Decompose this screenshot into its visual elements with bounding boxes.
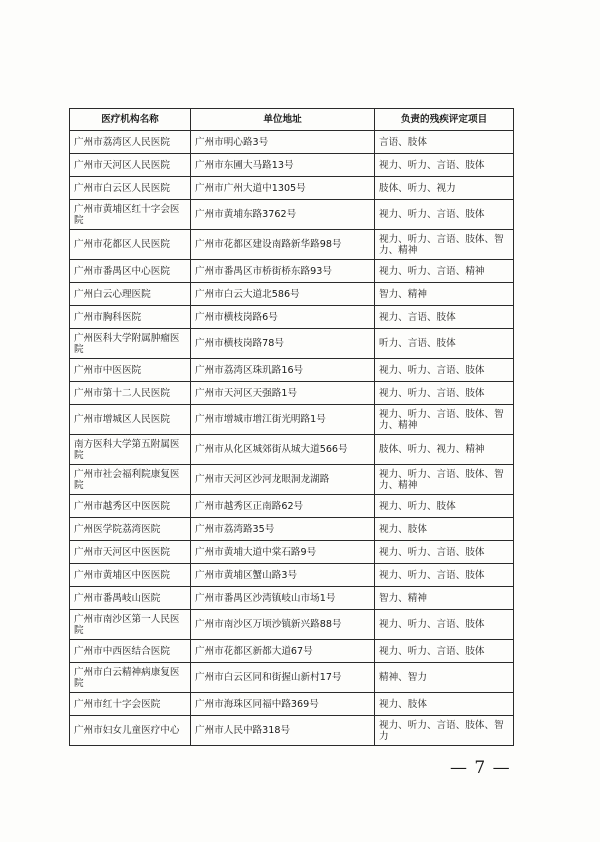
institution-name-cell: 广州市南沙区第一人民医院	[70, 610, 191, 640]
table-row	[70, 359, 514, 382]
table-row	[70, 230, 514, 260]
address-cell: 广州市横枝岗路6号	[191, 306, 375, 329]
institution-name-cell: 广州市中医医院	[70, 359, 191, 382]
address-cell: 广州市人民中路318号	[191, 716, 375, 746]
table-row	[70, 564, 514, 587]
assessment-items-cell: 视力、听力、言语、肢体、智力、精神	[375, 230, 514, 260]
header-institution-name: 医疗机构名称	[70, 109, 191, 131]
assessment-items-cell: 视力、听力、言语、肢体	[375, 359, 514, 382]
assessment-items-cell: 听力、言语、肢体	[375, 329, 514, 359]
assessment-items-cell: 精神、智力	[375, 663, 514, 693]
address-cell: 广州市番禺区市桥街桥东路93号	[191, 260, 375, 283]
table-row	[70, 663, 514, 693]
address-cell: 广州市黄埔大道中棠石路9号	[191, 541, 375, 564]
institution-name-cell: 南方医科大学第五附属医院	[70, 435, 191, 465]
address-cell: 广州市番禺区沙湾镇岐山市场1号	[191, 587, 375, 610]
assessment-items-cell: 视力、肢体	[375, 518, 514, 541]
table-row	[70, 518, 514, 541]
table-row	[70, 131, 514, 154]
assessment-items-cell: 视力、听力、言语、肢体	[375, 541, 514, 564]
institution-name-cell: 广州市白云区人民医院	[70, 177, 191, 200]
table-row	[70, 260, 514, 283]
table-body	[70, 131, 514, 746]
assessment-items-cell: 视力、听力、言语、肢体	[375, 564, 514, 587]
address-cell: 广州市花都区新都大道67号	[191, 640, 375, 663]
institution-name-cell: 广州市白云精神病康复医院	[70, 663, 191, 693]
table-row	[70, 283, 514, 306]
institution-name-cell: 广州市妇女儿童医疗中心	[70, 716, 191, 746]
address-cell: 广州市白云区同和街握山新村17号	[191, 663, 375, 693]
table-row	[70, 541, 514, 564]
table-row	[70, 306, 514, 329]
assessment-items-cell: 视力、言语、肢体	[375, 306, 514, 329]
address-cell: 广州市广州大道中1305号	[191, 177, 375, 200]
institution-name-cell: 广州市天河区人民医院	[70, 154, 191, 177]
address-cell: 广州市南沙区万顷沙镇新兴路88号	[191, 610, 375, 640]
assessment-items-cell: 视力、听力、言语、肢体、智力	[375, 716, 514, 746]
institution-name-cell: 广州市番禺区中心医院	[70, 260, 191, 283]
assessment-items-cell: 视力、听力、言语、肢体	[375, 382, 514, 405]
address-cell: 广州市海珠区同福中路369号	[191, 693, 375, 716]
table-row	[70, 177, 514, 200]
address-cell: 广州市明心路3号	[191, 131, 375, 154]
assessment-items-cell: 视力、听力、言语、肢体、智力、精神	[375, 405, 514, 435]
assessment-items-cell: 智力、精神	[375, 587, 514, 610]
address-cell: 广州市横枝岗路78号	[191, 329, 375, 359]
assessment-items-cell: 视力、听力、言语、肢体	[375, 200, 514, 230]
assessment-items-cell: 视力、肢体	[375, 693, 514, 716]
address-cell: 广州市东圃大马路13号	[191, 154, 375, 177]
institution-name-cell: 广州市番禺岐山医院	[70, 587, 191, 610]
address-cell: 广州市天河区天强路1号	[191, 382, 375, 405]
institution-name-cell: 广州市天河区中医医院	[70, 541, 191, 564]
address-cell: 广州市花都区建设南路新华路98号	[191, 230, 375, 260]
table-row	[70, 610, 514, 640]
institution-name-cell: 广州市社会福利院康复医院	[70, 465, 191, 495]
institution-name-cell: 广州市荔湾区人民医院	[70, 131, 191, 154]
assessment-items-cell: 视力、听力、言语、精神	[375, 260, 514, 283]
institution-name-cell: 广州市黄埔区红十字会医院	[70, 200, 191, 230]
address-cell: 广州市增城市增江街光明路1号	[191, 405, 375, 435]
institution-name-cell: 广州市增城区人民医院	[70, 405, 191, 435]
institution-name-cell: 广州市越秀区中医医院	[70, 495, 191, 518]
assessment-items-cell: 视力、听力、言语、肢体	[375, 610, 514, 640]
table-row	[70, 154, 514, 177]
institution-name-cell: 广州市中西医结合医院	[70, 640, 191, 663]
table-header-row	[70, 109, 514, 131]
institution-name-cell: 广州市黄埔区中医医院	[70, 564, 191, 587]
assessment-items-cell: 智力、精神	[375, 283, 514, 306]
institution-name-cell: 广州市胸科医院	[70, 306, 191, 329]
assessment-items-cell: 视力、听力、言语、肢体	[375, 640, 514, 663]
table-row	[70, 465, 514, 495]
assessment-items-cell: 视力、听力、言语、肢体	[375, 154, 514, 177]
address-cell: 广州市荔湾区珠玑路16号	[191, 359, 375, 382]
address-cell: 广州市黄埔区蟹山路3号	[191, 564, 375, 587]
address-cell: 广州市越秀区正南路62号	[191, 495, 375, 518]
table-row	[70, 693, 514, 716]
address-cell: 广州市从化区城郊街从城大道566号	[191, 435, 375, 465]
assessment-items-cell: 视力、听力、言语、肢体、智力、精神	[375, 465, 514, 495]
table-row	[70, 435, 514, 465]
institution-name-cell: 广州市红十字会医院	[70, 693, 191, 716]
institution-name-cell: 广州医学院荔湾医院	[70, 518, 191, 541]
table-row	[70, 640, 514, 663]
assessment-items-cell: 视力、听力、肢体	[375, 495, 514, 518]
medical-institutions-table	[69, 108, 514, 746]
page-number: — 7 —	[450, 758, 511, 778]
address-cell: 广州市黄埔东路3762号	[191, 200, 375, 230]
address-cell: 广州市天河区沙河龙眼洞龙湖路	[191, 465, 375, 495]
table-row	[70, 405, 514, 435]
institution-name-cell: 广州医科大学附属肿瘤医院	[70, 329, 191, 359]
assessment-items-cell: 言语、肢体	[375, 131, 514, 154]
institution-name-cell: 广州白云心理医院	[70, 283, 191, 306]
address-cell: 广州市荔湾路35号	[191, 518, 375, 541]
header-assessment-items: 负责的残疾评定项目	[375, 109, 514, 131]
table-row	[70, 382, 514, 405]
table-row	[70, 716, 514, 746]
header-address: 单位地址	[191, 109, 375, 131]
address-cell: 广州市白云大道北586号	[191, 283, 375, 306]
table-row	[70, 329, 514, 359]
table-row	[70, 587, 514, 610]
assessment-items-cell: 肢体、听力、视力	[375, 177, 514, 200]
institution-name-cell: 广州市花都区人民医院	[70, 230, 191, 260]
table-row	[70, 200, 514, 230]
table-row	[70, 495, 514, 518]
institution-name-cell: 广州市第十二人民医院	[70, 382, 191, 405]
assessment-items-cell: 肢体、听力、视力、精神	[375, 435, 514, 465]
